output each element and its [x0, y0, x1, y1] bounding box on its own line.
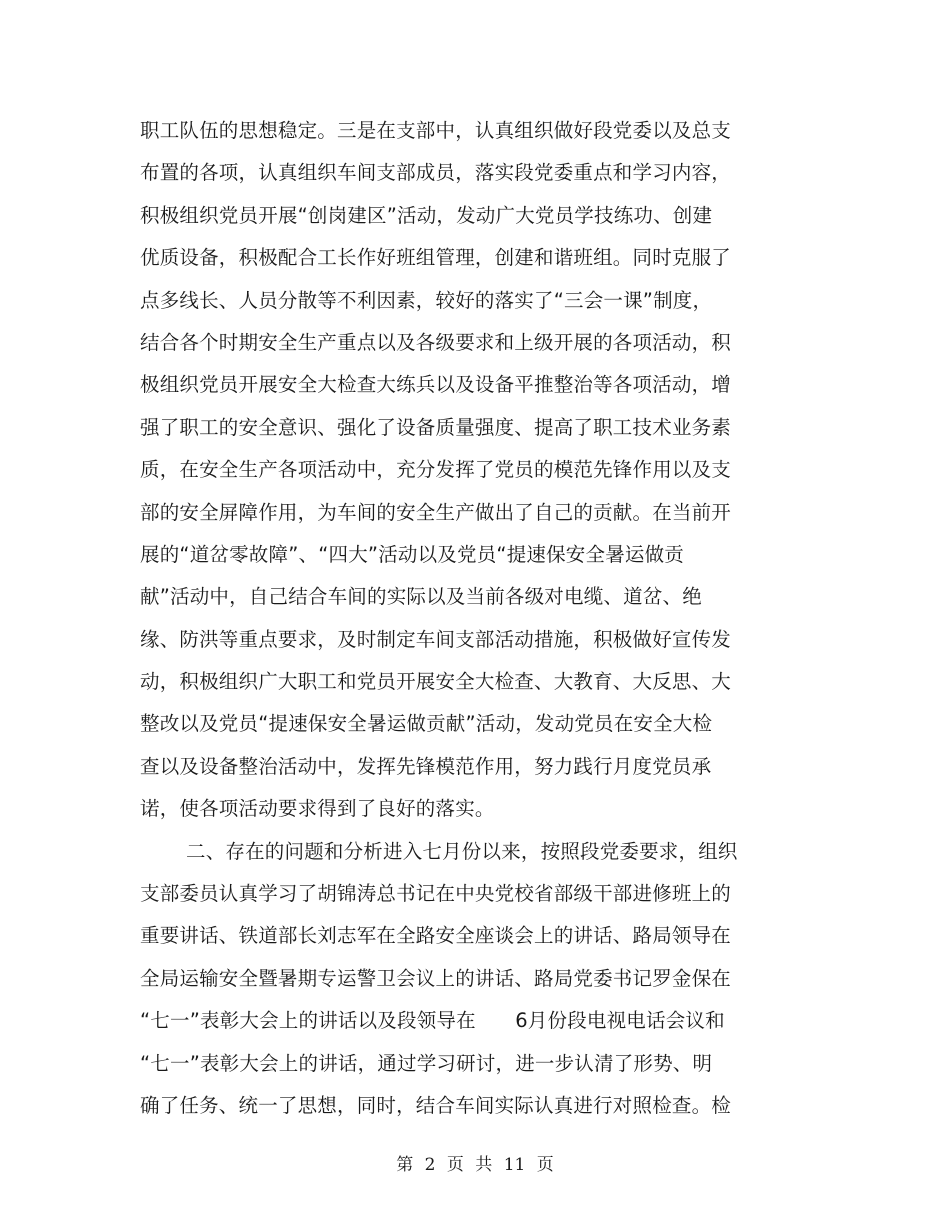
text-line: 诺，使各项活动要求得到了良好的落实。 — [140, 797, 495, 821]
text-line: 献”活动中，自己结合车间的实际以及当前各级对电缆、道岔、绝 — [140, 585, 702, 609]
text-line: 动，积极组织广大职工和党员开展安全大检查、大教育、大反思、大 — [140, 670, 732, 694]
text-line: 职工队伍的思想稳定。三是在支部中，认真组织做好段党委以及总支 — [140, 119, 732, 142]
text-line: 优质设备，积极配合工长作好班组管理，创建和谐班组。同时克服了 — [140, 246, 732, 270]
text-line: 整改以及党员“提速保安全暑运做贡献”活动，发动党员在安全大检 — [140, 712, 713, 736]
text-line: 极组织党员开展安全大检查大练兵以及设备平推整治等各项活动，增 — [140, 373, 732, 397]
text-line: “七一”表彰大会上的讲话以及段领导在 6月份段电视电话会议和 — [140, 1009, 725, 1033]
text-line: 部的安全屏障作用，为车间的安全生产做出了自己的贡献。在当前开 — [140, 500, 732, 524]
document-body — [140, 110, 780, 1127]
page-number-footer: 第 2 页 共 11 页 — [396, 1155, 554, 1175]
text-line: 查以及设备整治活动中，发挥先锋模范作用，努力践行月度党员承 — [140, 754, 712, 778]
text-line: 重要讲话、铁道部长刘志军在全路安全座谈会上的讲话、路局领导在 — [140, 924, 732, 948]
text-line: 结合各个时期安全生产重点以及各级要求和上级开展的各项活动，积 — [140, 330, 732, 354]
text-line: 支部委员认真学习了胡锦涛总书记在中央党校省部级干部进修班上的 — [140, 882, 732, 906]
text-line: 质，在安全生产各项活动中，充分发挥了党员的模范先锋作用以及支 — [140, 458, 732, 482]
text-line: 展的“道岔零故障”、“四大”活动以及党员“提速保安全暑运做贡 — [140, 542, 685, 566]
text-line: 全局运输安全暨暑期专运警卫会议上的讲话、路局党委书记罗金保在 — [140, 966, 732, 990]
text-line: 缘、防洪等重点要求，及时制定车间支部活动措施，积极做好宣传发 — [140, 627, 732, 651]
text-line: 确了任务、统一了思想，同时，结合车间实际认真进行对照检查。检 — [140, 1093, 732, 1117]
text-line: 强了职工的安全意识、强化了设备质量强度、提高了职工技术业务素 — [140, 415, 732, 439]
text-line: “七一”表彰大会上的讲话，通过学习研讨，进一步认清了形势、明 — [140, 1051, 713, 1075]
text-line: 点多线长、人员分散等不利因素，较好的落实了“三会一课”制度， — [140, 288, 713, 312]
section-heading-line: 二、存在的问题和分析进入七月份以来，按照段党委要求，组织 — [186, 839, 738, 863]
text-line: 积极组织党员开展“创岗建区”活动，发动广大党员学技练功、创建 — [140, 203, 713, 227]
text-line: 布置的各项，认真组织车间支部成员，落实段党委重点和学习内容， — [140, 161, 732, 185]
